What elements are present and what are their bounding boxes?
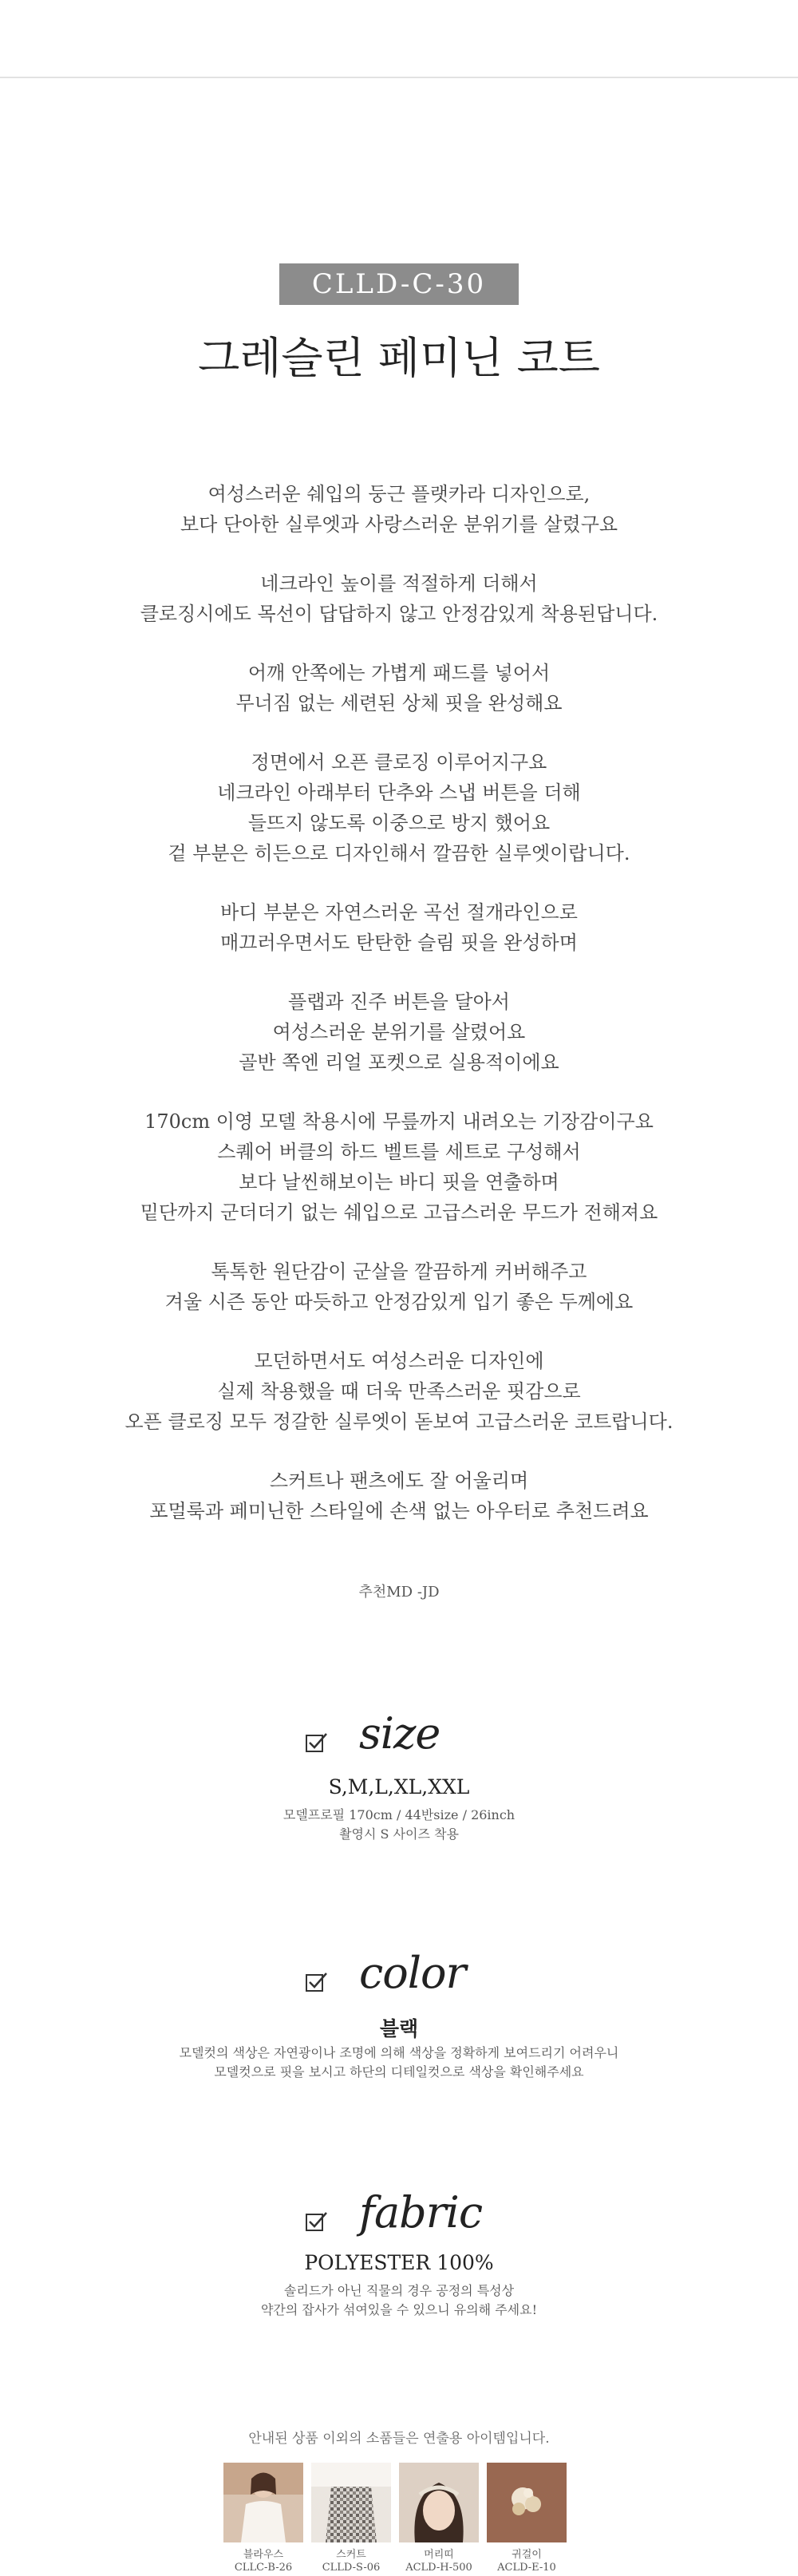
color-note-line-1: 모델컷의 색상은 자연광이나 조명에 의해 색상을 정확하게 보여드리기 어려우니 <box>179 2045 619 2060</box>
description-line: 모던하면서도 여성스러운 디자인에 <box>254 1350 544 1372</box>
accessory-code: ACLD-H-500 <box>405 2562 472 2574</box>
description-line: 무너짐 없는 세련된 상체 핏을 완성해요 <box>235 692 563 714</box>
fabric-notes <box>0 2281 798 2320</box>
color-heading: color <box>359 1948 466 1998</box>
description-line: 매끄러우면서도 탄탄한 슬림 핏을 완성하며 <box>220 932 578 954</box>
description-line: 포멀룩과 페미닌한 스타일에 손색 없는 아우터로 추천드려요 <box>149 1500 649 1522</box>
description-line: 톡톡한 원단감이 군살을 깔끔하게 커버해주고 <box>211 1260 587 1283</box>
top-divider <box>0 77 798 78</box>
product-description <box>0 479 798 1555</box>
accessory-notice: 안내된 상품 이외의 소품들은 연출용 아이템입니다. <box>248 2431 550 2447</box>
accessory-name: 스커트 <box>336 2549 366 2561</box>
earring-thumbnail <box>487 2463 567 2542</box>
blouse-thumbnail <box>223 2463 303 2542</box>
description-line: 바디 부분은 자연스러운 곡선 절개라인으로 <box>220 901 578 924</box>
accessory-thumbnails <box>223 2463 575 2574</box>
description-line: 클로징시에도 목선이 답답하지 않고 안정감있게 착용된답니다. <box>140 603 658 625</box>
size-heading: size <box>359 1708 440 1759</box>
accessory-name: 머리띠 <box>424 2549 454 2561</box>
accessory-item-earring[interactable] <box>487 2463 567 2574</box>
description-line: 보다 단아한 실루엣과 사랑스러운 분위기를 살렸구요 <box>180 513 618 536</box>
model-profile-text: 모델프로필 170cm / 44반size / 26inch <box>282 1807 516 1822</box>
description-line: 오픈 클로징 모두 정갈한 실루엣이 돋보여 고급스러운 코트랍니다. <box>124 1411 674 1433</box>
size-values: S,M,L,XL,XXL <box>328 1775 470 1798</box>
accessory-item-blouse[interactable] <box>223 2463 303 2574</box>
description-line: 밑단까지 군더더기 없는 쉐입으로 고급스러운 무드가 전해져요 <box>140 1201 658 1224</box>
size-section-header <box>0 1708 798 1764</box>
shoot-size-text: 촬영시 S 사이즈 착용 <box>339 1826 459 1842</box>
product-code-badge: CLLD-C-30 <box>279 263 519 305</box>
description-line: 골반 쪽엔 리얼 포켓으로 실용적이에요 <box>239 1051 559 1074</box>
description-line: 들뜨지 않도록 이중으로 방지 했어요 <box>247 812 551 834</box>
description-line: 네크라인 아래부터 단추와 스냅 버튼을 더해 <box>217 782 581 804</box>
description-line: 여성스러운 분위기를 살렸어요 <box>272 1021 526 1043</box>
recommender-signature: 추천MD -JD <box>358 1584 440 1601</box>
description-paragraph <box>0 1256 798 1317</box>
description-line: 겨울 시즌 동안 따듯하고 안정감있게 입기 좋은 두께에요 <box>164 1291 634 1313</box>
fabric-note-line-2: 약간의 잡사가 섞여있을 수 있으니 유의해 주세요! <box>260 2302 538 2317</box>
description-line: 어깨 안쪽에는 가볍게 패드를 넣어서 <box>247 662 551 684</box>
description-line: 플랩과 진주 버튼을 달아서 <box>288 991 510 1013</box>
description-paragraph <box>0 1466 798 1526</box>
description-paragraph <box>0 747 798 869</box>
description-line: 보다 날씬해보이는 바디 핏을 연출하며 <box>239 1171 559 1193</box>
headband-thumbnail <box>399 2463 479 2542</box>
description-line: 스퀘어 버클의 하드 벨트를 세트로 구성해서 <box>217 1141 581 1163</box>
description-line: 네크라인 높이를 적절하게 더해서 <box>260 572 538 595</box>
accessory-item-skirt[interactable] <box>311 2463 391 2574</box>
fabric-value: POLYESTER 100% <box>304 2251 494 2274</box>
checkbox-icon <box>305 2210 329 2234</box>
color-value: 블랙 <box>379 2017 419 2040</box>
color-section-header <box>0 1948 798 2004</box>
checkbox-icon <box>305 1970 329 1994</box>
description-line: 170cm 이영 모델 착용시에 무릎까지 내려오는 기장감이구요 <box>144 1110 654 1133</box>
fabric-section-header <box>0 2187 798 2243</box>
color-notes <box>0 2044 798 2082</box>
description-paragraph <box>0 987 798 1078</box>
accessory-code: CLLC-B-26 <box>234 2562 293 2574</box>
description-paragraph <box>0 897 798 958</box>
description-line: 정면에서 오픈 클로징 이루어지구요 <box>251 751 547 774</box>
skirt-thumbnail <box>311 2463 391 2542</box>
fabric-heading: fabric <box>359 2187 483 2238</box>
accessory-name: 귀걸이 <box>512 2549 542 2561</box>
description-line: 스커트나 팬츠에도 잘 어울리며 <box>269 1470 529 1492</box>
description-paragraph <box>0 658 798 718</box>
description-line: 실제 착용했을 때 더욱 만족스러운 핏감으로 <box>217 1380 581 1403</box>
description-paragraph <box>0 568 798 629</box>
product-title: 그레슬린 페미닌 코트 <box>198 333 600 383</box>
checkbox-icon <box>305 1731 329 1755</box>
accessory-item-headband[interactable] <box>399 2463 479 2574</box>
accessory-name: 블라우스 <box>243 2549 284 2561</box>
description-paragraph <box>0 1106 798 1228</box>
description-paragraph <box>0 479 798 540</box>
color-note-line-2: 모델컷으로 핏을 보시고 하단의 디테일컷으로 색상을 확인해주세요 <box>214 2064 584 2079</box>
fabric-note-line-1: 솔리드가 아닌 직물의 경우 공정의 특성상 <box>283 2283 515 2298</box>
description-paragraph <box>0 1346 798 1437</box>
description-line: 여성스러운 쉐입의 둥근 플랫카라 디자인으로, <box>207 483 591 505</box>
accessory-code: ACLD-E-10 <box>497 2562 556 2574</box>
size-notes <box>0 1806 798 1844</box>
accessory-code: CLLD-S-06 <box>322 2562 381 2574</box>
description-line: 겉 부분은 히든으로 디자인해서 깔끔한 실루엣이랍니다. <box>168 842 630 865</box>
